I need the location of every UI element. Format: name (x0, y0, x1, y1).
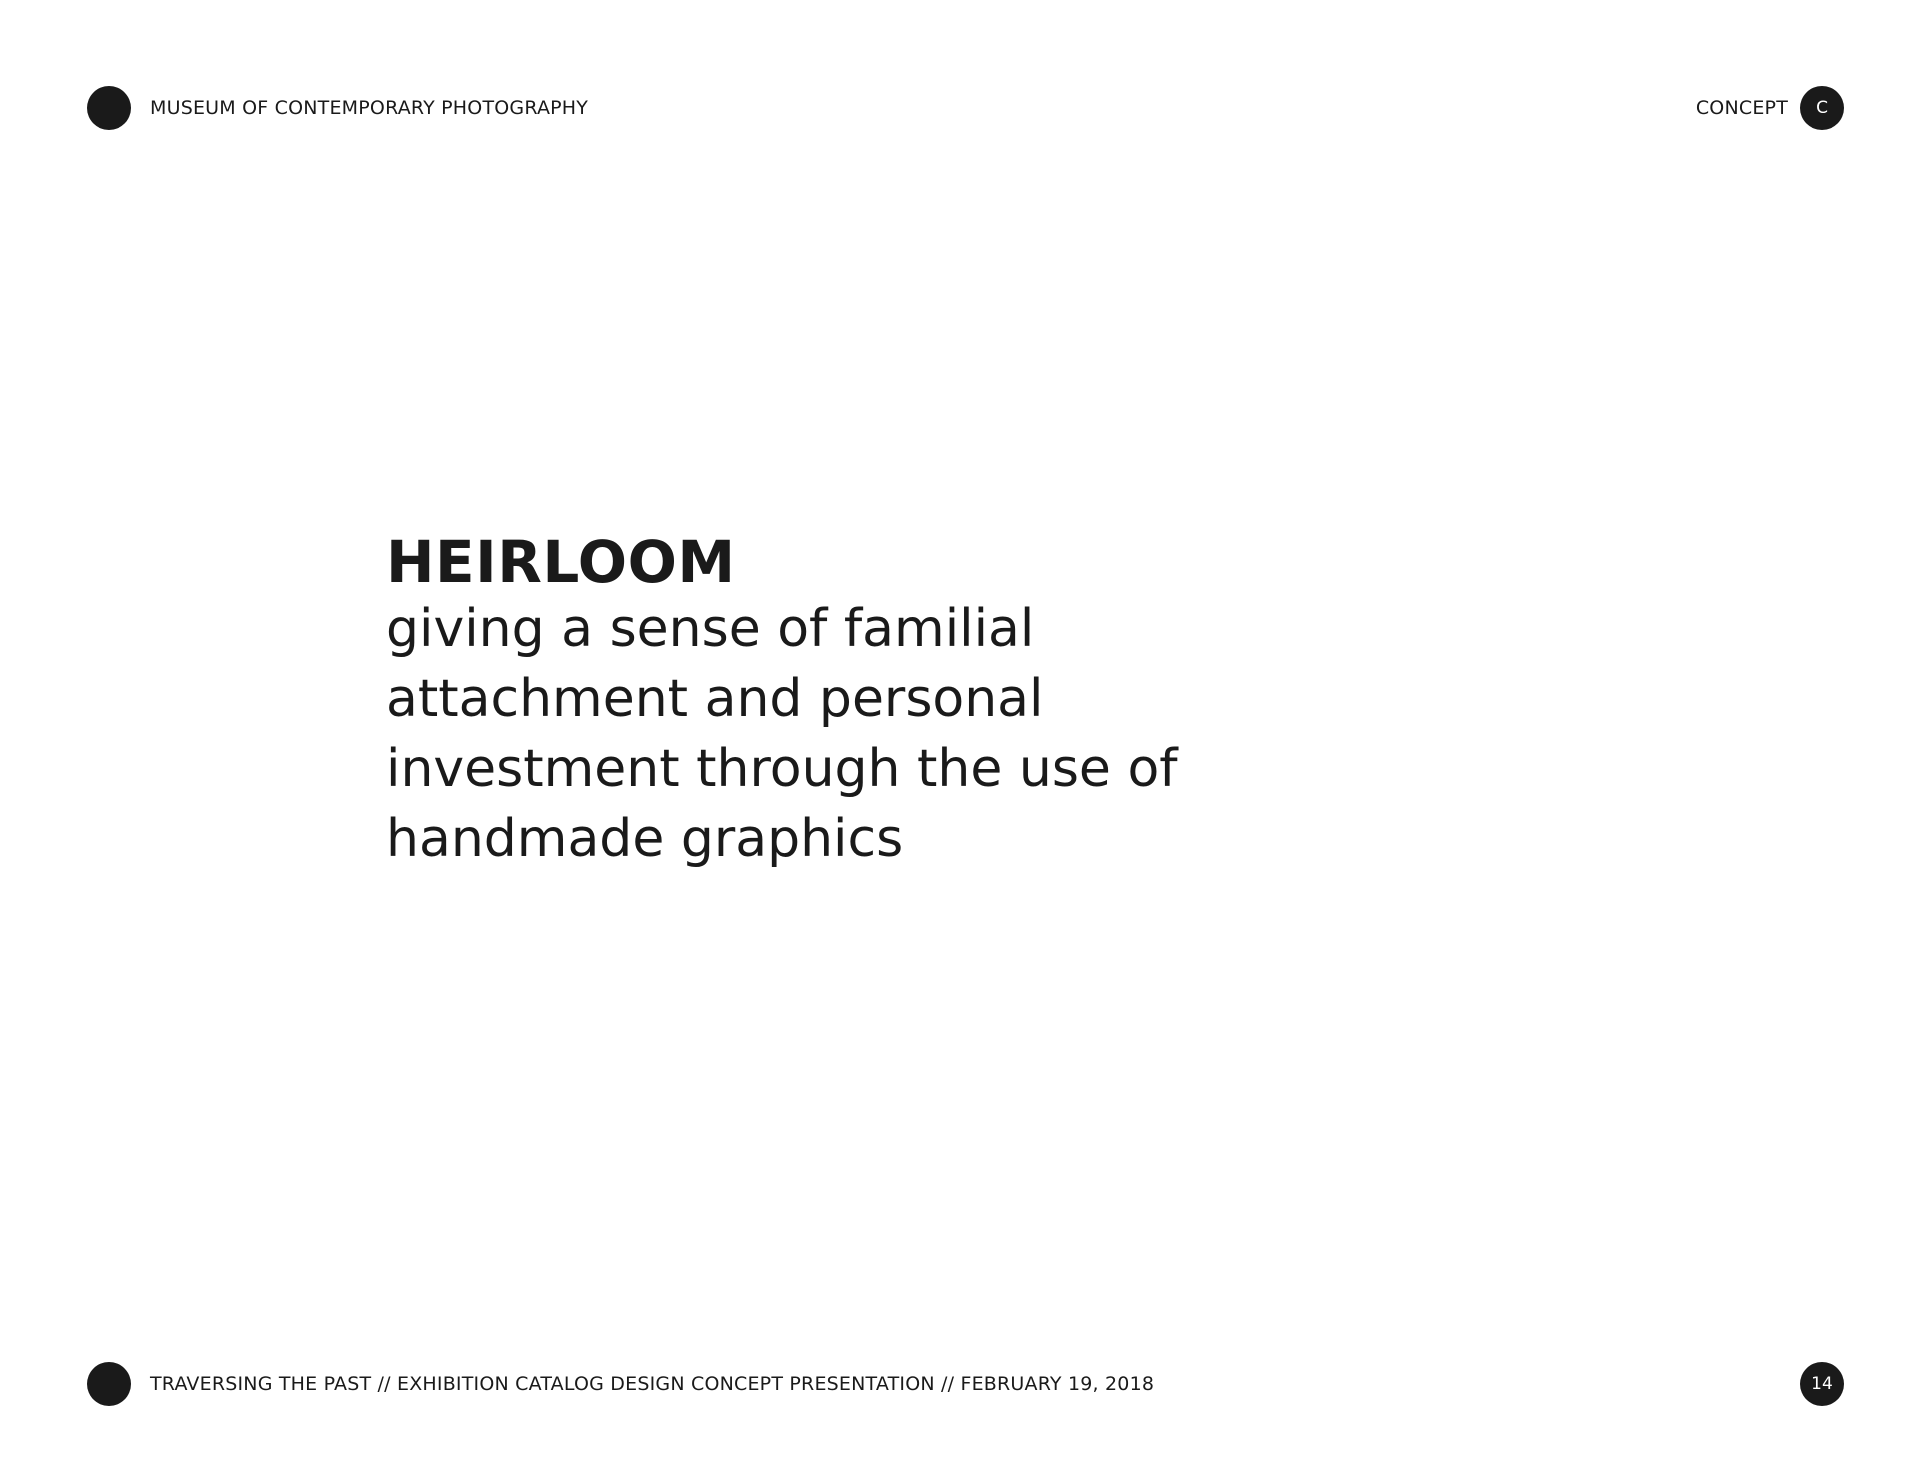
description-line: attachment and personal (386, 669, 1044, 729)
page-number-badge: 14 (1800, 1362, 1844, 1406)
description-line: handmade graphics (386, 809, 904, 869)
concept-heading: HEIRLOOM (386, 528, 736, 596)
header-bullet-dot (87, 86, 131, 130)
footer-bullet-dot (87, 1362, 131, 1406)
concept-description (386, 594, 1346, 874)
section-badge: C (1800, 86, 1844, 130)
concept-content (386, 530, 1346, 874)
footer-text: TRAVERSING THE PAST // EXHIBITION CATALOG DESIGN CONCEPT PRESENTATION // FEBRUARY 19, 2018 (150, 1373, 1155, 1395)
description-line: investment through the use of (386, 739, 1178, 799)
museum-name: MUSEUM OF CONTEMPORARY PHOTOGRAPHY (150, 97, 589, 119)
section-label: CONCEPT (1695, 97, 1788, 119)
description-line: giving a sense of familial (386, 599, 1035, 659)
